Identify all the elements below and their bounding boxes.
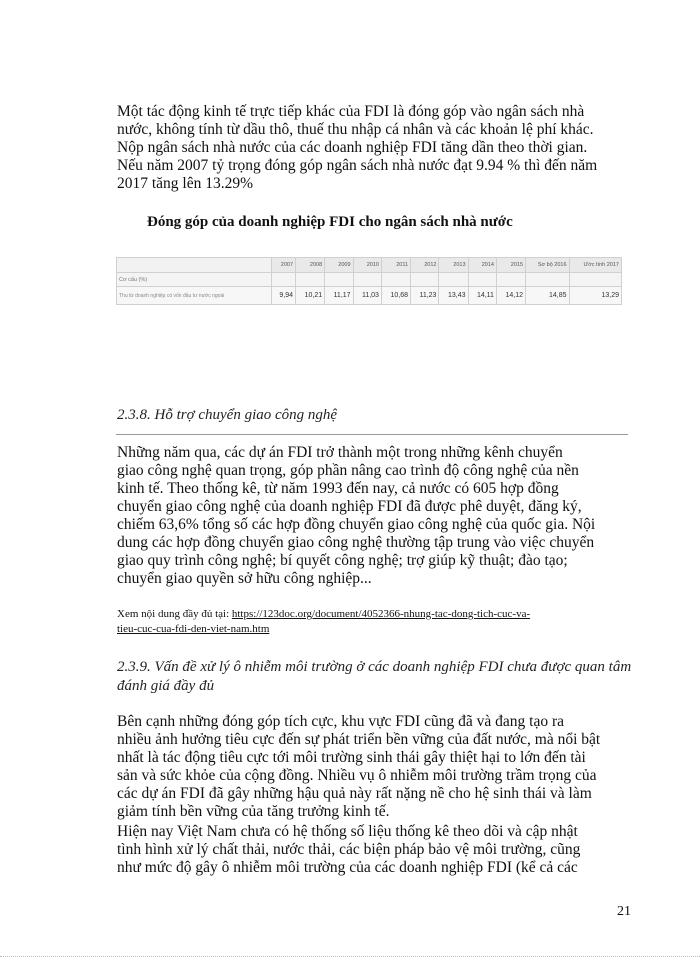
text-line: 2017 tăng lên 13.29% (117, 175, 254, 192)
paragraph-statistics (117, 823, 627, 877)
table-header-cell: 2013 (439, 258, 468, 273)
table-cell: 11,17 (325, 287, 353, 305)
table-cell (439, 273, 468, 287)
table-cell (272, 273, 296, 287)
text-line: như mức độ gây ô nhiễm môi trường của các doanh nghiệp FDI (kể cả các (117, 859, 578, 876)
text-line: dung các hợp đồng chuyển giao công nghệ thường tập trung vào việc chuyển (117, 534, 595, 551)
paragraph-negative-impacts (117, 713, 627, 821)
source-reference (117, 607, 637, 637)
text-line: giao công nghệ quan trọng, góp phần nâng cao trình độ công nghệ của nền (117, 462, 579, 479)
table-header-row (117, 258, 622, 273)
table-cell (526, 273, 570, 287)
text-line: chuyển giao quyền sở hữu công nghiệp... (117, 570, 372, 587)
table-row-label: Thu từ doanh nghiệp có vốn đầu tư nước ngoài (117, 287, 272, 305)
table-header-cell: 2010 (353, 258, 381, 273)
text-line: giảm tính bền vững của tăng trưởng kinh tế. (117, 803, 390, 820)
table-cell: 10,68 (381, 287, 410, 305)
table-header-cell: Ước tính 2017 (569, 258, 621, 273)
table-cell: 11,03 (353, 287, 381, 305)
paragraph-technology-transfer (117, 444, 627, 588)
table-row (117, 287, 622, 305)
table-header-cell: 2008 (296, 258, 325, 273)
section-heading-pollution: 2.3.9. Vấn đề xử lý ô nhiễm môi trường ở các doanh nghiệp FDI chưa được quan tâm đánh giá đầy đủ (117, 659, 632, 694)
text-line: tình hình xử lý chất thải, nước thải, các biện pháp bảo vệ môi trường, cũng (117, 841, 581, 858)
table-sub-label: Cơ cấu (%) (117, 273, 272, 287)
paragraph-fdi-budget (117, 103, 627, 193)
table-header-cell: 2009 (325, 258, 353, 273)
text-line: Bên cạnh những đóng góp tích cực, khu vực FDI cũng đã và đang tạo ra (117, 713, 565, 730)
table-header-cell: 2014 (468, 258, 496, 273)
table-cell: 14,85 (526, 287, 570, 305)
table-header-empty (117, 258, 272, 273)
text-line: chuyển giao công nghệ của doanh nghiệp FDI đã được phê duyệt, đăng ký, (117, 498, 582, 515)
budget-table (116, 257, 622, 305)
text-line: Nộp ngân sách nhà nước của các doanh nghiệp FDI tăng dần theo thời gian. (117, 139, 588, 156)
text-line: Hiện nay Việt Nam chưa có hệ thống số liệu thống kê theo dõi và cập nhật (117, 823, 578, 840)
table-header-cell: 2015 (496, 258, 525, 273)
table-cell (325, 273, 353, 287)
table-cell (411, 273, 439, 287)
source-link[interactable]: https://123doc.org/document/4052366-nhung-tac-dong-tich-cuc-va- (231, 608, 531, 620)
divider (116, 434, 628, 435)
text-line: sản và sức khỏe của cộng đồng. Nhiều vụ ô nhiễm môi trường trầm trọng của (117, 767, 597, 784)
text-line: Những năm qua, các dự án FDI trở thành một trong những kênh chuyển (117, 444, 563, 461)
text-line: nhiều ảnh hưởng tiêu cực đến sự phát triển bền vững của đất nước, mà nổi bật (117, 731, 601, 748)
table-cell: 11,23 (411, 287, 439, 305)
text-line: nước, không tính từ dầu thô, thuế thu nhập cá nhân và các khoản lệ phí khác. (117, 121, 594, 138)
table-header-cell: 2011 (381, 258, 410, 273)
table-header-cell: Sơ bộ 2016 (526, 258, 570, 273)
text-line: Nếu năm 2007 tỷ trọng đóng góp ngân sách nhà nước đạt 9.94 % thì đến năm (117, 157, 598, 174)
section-heading-technology-transfer: 2.3.8. Hỗ trợ chuyển giao công nghệ (117, 407, 338, 423)
text-line: Một tác động kinh tế trực tiếp khác của FDI là đóng góp vào ngân sách nhà (117, 103, 585, 120)
table-cell: 14,11 (468, 287, 496, 305)
text-line: chiếm 63,6% tổng số các hợp đồng chuyển giao công nghệ của quốc gia. Nội (117, 516, 596, 533)
table-cell: 14,12 (496, 287, 525, 305)
table-title: Đóng góp của doanh nghiệp FDI cho ngân sách nhà nước (147, 214, 513, 230)
table-cell (569, 273, 621, 287)
text-line: các dự án FDI đã gây những hậu quả này rất nặng nề cho hệ sinh thái và làm (117, 785, 592, 802)
source-prefix: Xem nội dung đầy đủ tại: (117, 608, 232, 620)
table-cell: 10,21 (296, 287, 325, 305)
table-row (117, 273, 622, 287)
table-cell: 13,29 (569, 287, 621, 305)
table-cell (468, 273, 496, 287)
table-cell (381, 273, 410, 287)
table-cell: 13,43 (439, 287, 468, 305)
page-number: 21 (617, 904, 631, 919)
page-bottom-border (0, 956, 700, 958)
table-cell (296, 273, 325, 287)
table-header-cell: 2012 (411, 258, 439, 273)
text-line: nhất là tác động tiêu cực tới môi trường sinh thái gây thiệt hại to lớn đến tài (117, 749, 586, 766)
table-header-cell: 2007 (272, 258, 296, 273)
budget-table-grid (116, 257, 622, 305)
source-link-continued[interactable]: tieu-cuc-cua-fdi-den-viet-nam.htm (117, 623, 270, 635)
text-line: giao quy trình công nghệ; bí quyết công nghệ; trợ giúp kỹ thuật; đào tạo; (117, 552, 568, 569)
text-line: kinh tế. Theo thống kê, từ năm 1993 đến nay, cả nước có 605 hợp đồng (117, 480, 559, 497)
table-cell (353, 273, 381, 287)
table-cell (496, 273, 525, 287)
table-cell: 9,94 (272, 287, 296, 305)
